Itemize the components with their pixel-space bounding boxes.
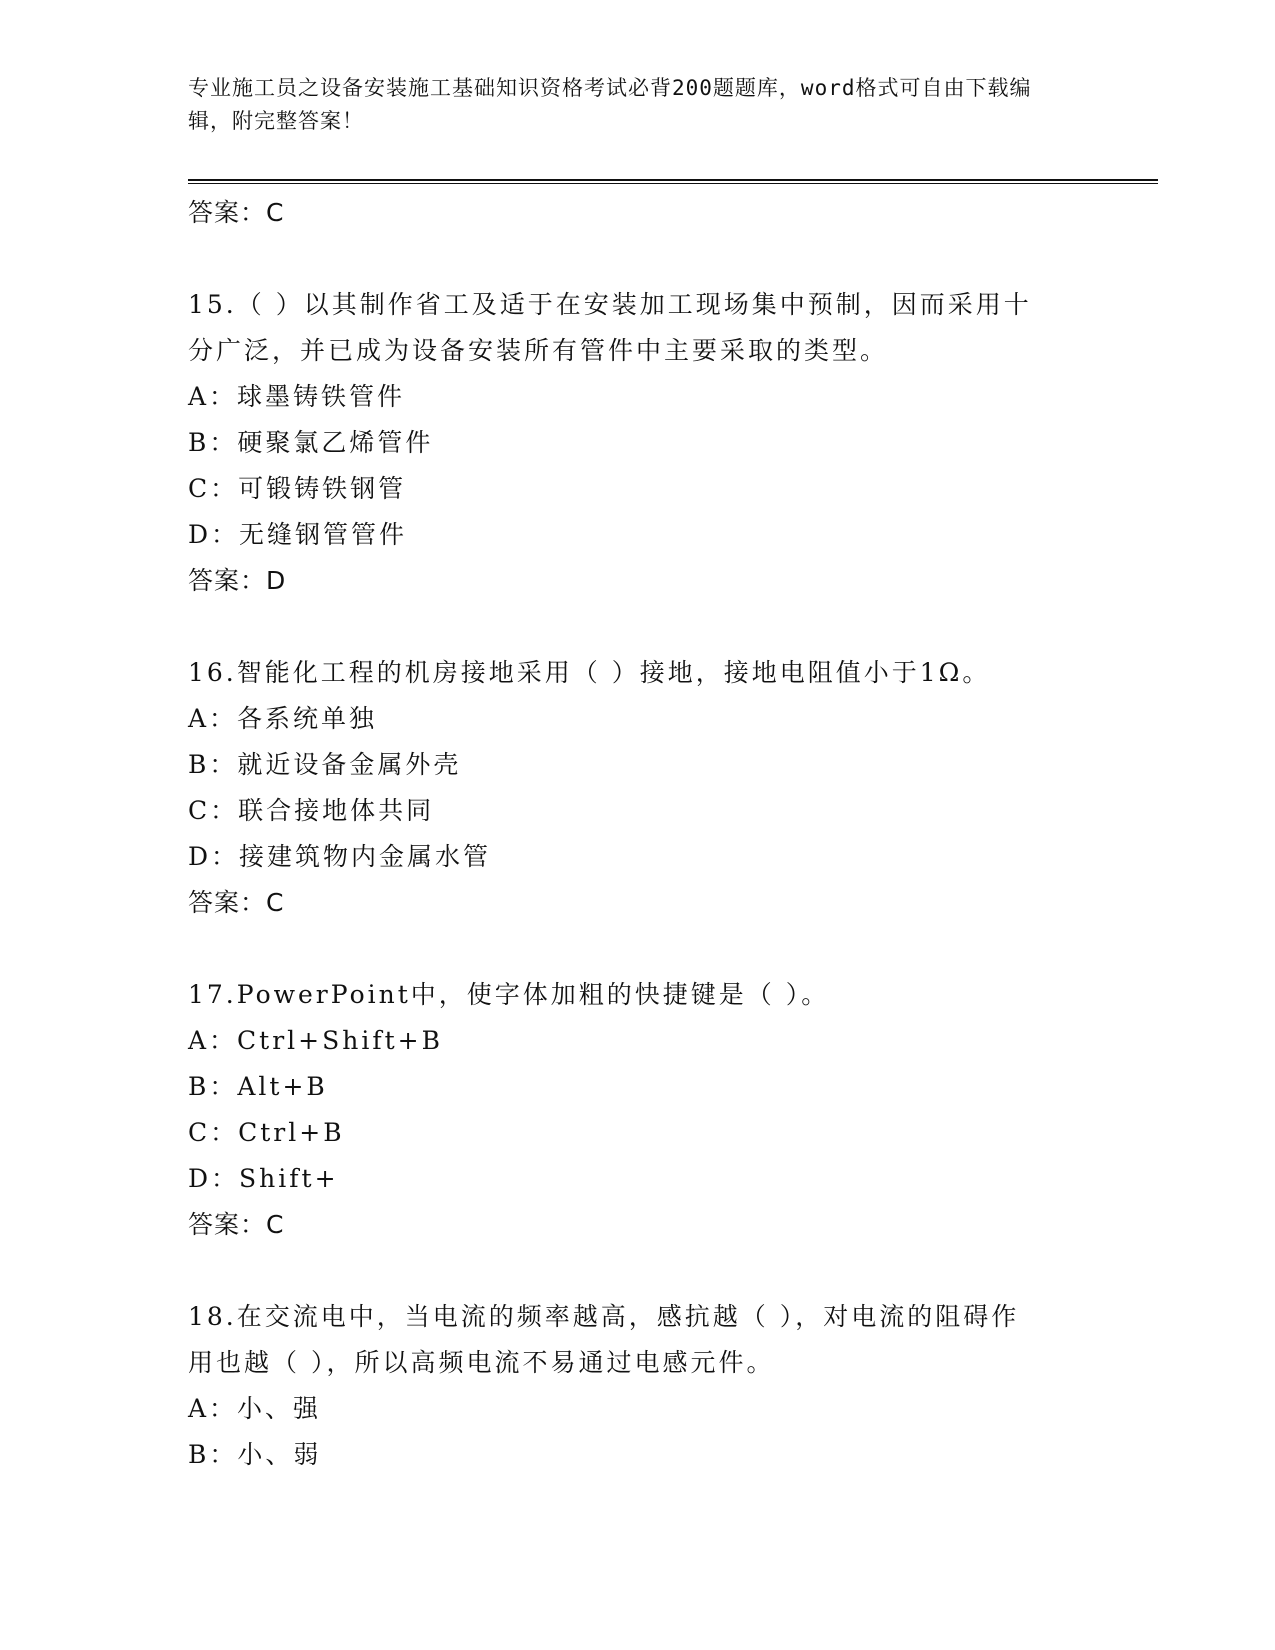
option-d: D：接建筑物内金属水管: [188, 842, 492, 871]
spacer: [188, 926, 1068, 972]
option-b: B：小、弱: [188, 1440, 322, 1469]
option-d: D：无缝钢管管件: [188, 520, 408, 549]
question-16: [188, 650, 1068, 926]
option-c: C：可锻铸铁钢管: [188, 474, 407, 503]
spacer: [188, 236, 1068, 282]
question-list: [188, 190, 1068, 1478]
option-a: A：球墨铸铁管件: [188, 382, 406, 411]
question-17: [188, 972, 1068, 1248]
page-header: [188, 72, 1068, 138]
option-d: D：Shift+: [188, 1164, 339, 1193]
spacer: [188, 604, 1068, 650]
header-divider: [188, 179, 1158, 184]
question-stem-line: 分广泛，并已成为设备安装所有管件中主要采取的类型。: [188, 336, 889, 365]
question-stem-line: 15.（ ）以其制作省工及适于在安装加工现场集中预制，因而采用十: [188, 290, 1032, 319]
option-b: B：硬聚氯乙烯管件: [188, 428, 434, 457]
question-stem-line: 用也越（ ），所以高频电流不易通过电感元件。: [188, 1348, 775, 1377]
option-a: A：小、强: [188, 1394, 322, 1423]
answer: 答案：C: [188, 888, 285, 917]
option-c: C：联合接地体共同: [188, 796, 435, 825]
previous-answer: 答案：C: [188, 198, 285, 227]
question-15: [188, 282, 1068, 604]
spacer: [188, 1248, 1068, 1294]
option-a: A：各系统单独: [188, 704, 378, 733]
answer: 答案：D: [188, 566, 287, 595]
question-18: [188, 1294, 1068, 1478]
question-stem-line: 16.智能化工程的机房接地采用（ ）接地，接地电阻值小于1Ω。: [188, 658, 991, 687]
answer: 答案：C: [188, 1210, 285, 1239]
question-stem-line: 18.在交流电中，当电流的频率越高，感抗越（ ），对电流的阻碍作: [188, 1302, 1020, 1331]
question-stem-line: 17.PowerPoint中，使字体加粗的快捷键是（ ）。: [188, 980, 830, 1009]
option-b: B：Alt+B: [188, 1072, 328, 1101]
option-a: A：Ctrl+Shift+B: [188, 1026, 443, 1055]
document-title: 专业施工员之设备安装施工基础知识资格考试必背200题题库，word格式可自由下载编辑，附完整答案！: [188, 76, 1032, 133]
option-c: C：Ctrl+B: [188, 1118, 345, 1147]
option-b: B：就近设备金属外壳: [188, 750, 462, 779]
